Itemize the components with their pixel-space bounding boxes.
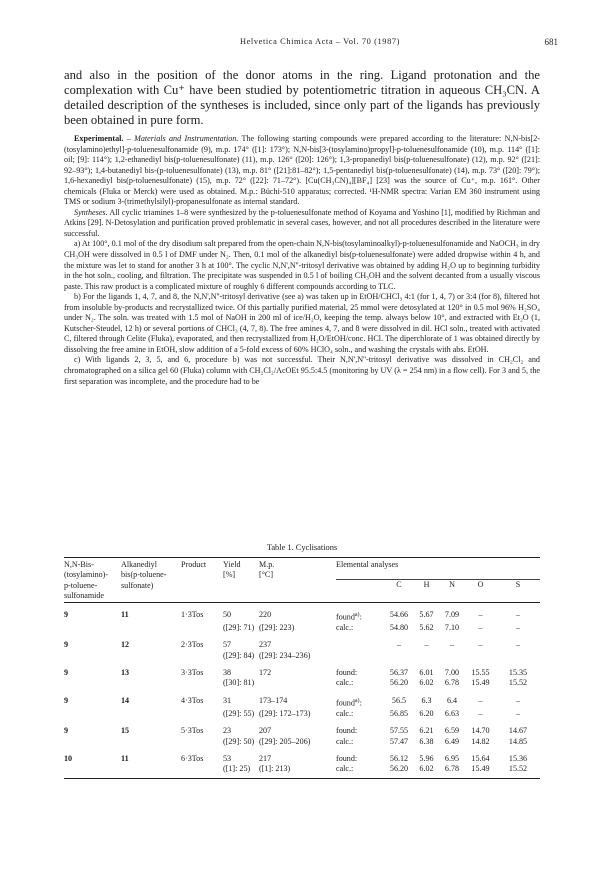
cell-mp: 207	[259, 726, 272, 736]
cell-yield: ([29]: 71)	[223, 622, 255, 632]
cell-n: 6.4	[446, 695, 458, 705]
table-row	[64, 661, 540, 678]
cell-yield: 31	[223, 695, 232, 705]
cell-product: 4·3Tos	[181, 695, 204, 705]
table-cell	[181, 737, 223, 747]
cell-yield: ([29]: 50)	[223, 736, 255, 746]
cell-h: 5.96	[419, 754, 434, 764]
cell-yield: 23	[223, 726, 232, 736]
procedure-b: b) For the ligands 1, 4, 7, and 8, the N,N',N''-tritosyl derivative (see a) was taken up in EtOH/CHCl₃ 4:1 (for 1, 4, 7) or 3:4 (for 8), filtered hot from insoluble by-products and recrystallized twice. Of this partially purified material, 25 mmol were detosylated at 120° in 0.5 mol 96% H₂SO₄ under N₂. The soln. was treated with 1.5 mol of NaOH in 200 ml of ice/H₂O, keeping the temp. always below 10°, and extracted with Et₂O (1, Kutscher-Steudel, 12 h) or several portions of CHCl₃ (4, 7, 8). The free amines 4, 7, and 8 were dissolved in dil. HCl soln., treated with activated C, filtered through Celite (Fluka), evaporated, and then recrystallized from H₂O/EtOH/conc. HCl. The diperchlorate of 1 was obtained directly by dissolving the free amine in EtOH, slow addition of a 5-fold excess of 60% HClO₄ soln., and washing the crystals with abs. EtOH.	[64, 292, 540, 354]
table-row	[64, 719, 540, 736]
cell-mp: ([29]: 223)	[259, 622, 295, 632]
procedure-a: a) At 100°, 0.1 mol of the dry disodium salt prepared from the open-chain N,N-bis(tosylaminoalkyl)-p-toluenesulfonamide and NaOCH₃ in dry CH₃OH were dissolved in 0.5 l of DMF under N₂. Then, 0.1 mol of the alkanediyl bis(p-toluenesulfonate) were added dropwise within 4 h, and the mixture was let to stand for another 3 h at 100°. The cyclic N,N',N''-tritosyl derivative was obtained by adding H₂O up to beginning turbidity in the hot soln., cooling, and filtration. The precipitate was suspended in 0.5 l of boiling CH₃OH and the solvent decanted from a usually viscous paste. This raw product is a complicated mixture of roughly 6 different compounds according to TLC.	[64, 239, 540, 291]
cell-c: 57.55	[389, 726, 409, 736]
cell-yield: 57	[223, 640, 232, 650]
cell-o: –	[478, 609, 483, 619]
cell-bis: 9	[64, 726, 69, 736]
cell-s: 15.35	[508, 667, 528, 677]
cell-n: 6.78	[444, 678, 460, 688]
cell-s: –	[515, 640, 521, 650]
header-n: N	[449, 579, 455, 589]
header-product: Product	[181, 558, 223, 603]
cell-o: 15.49	[465, 764, 496, 778]
cell-n: 6.63	[444, 708, 460, 718]
table-cell	[121, 678, 181, 688]
header-bis: N,N-Bis- (tosylamino)- p-toluene- sulfonamide	[64, 558, 121, 603]
table-cell	[121, 623, 181, 633]
cell-h: 6.3	[421, 695, 432, 705]
cell-n: 7.00	[444, 667, 460, 677]
header-h: H	[423, 579, 430, 589]
cyclisations-table	[64, 557, 540, 779]
cell-c: 56.5	[391, 695, 407, 705]
cell-n: 7.10	[444, 622, 460, 632]
cell-product: 6·3Tos	[181, 754, 204, 764]
table-row	[64, 678, 540, 688]
cell-product: 1·3Tos	[181, 609, 204, 619]
syntheses-paragraph	[64, 208, 540, 240]
cell-o: –	[478, 695, 483, 705]
cell-bis: 10	[64, 754, 73, 764]
cell-yield: ([1]: 25)	[223, 764, 259, 778]
header-o: O	[477, 579, 484, 589]
lead-paragraph: and also in the position of the donor atoms in the ring. Ligand protonation and the complexation with Cu⁺ have been studied by potentiometric titration in aqueous CH₃CN. A detailed description of the syntheses is included, since only part of the ligands has previously been obtained in pure form.	[64, 68, 540, 128]
cell-yield: ([30]: 81)	[223, 678, 255, 688]
running-header	[82, 37, 558, 51]
journal-title: Helvetica Chimica Acta – Vol. 70 (1987)	[239, 37, 401, 46]
cell-bis: 9	[64, 667, 69, 677]
table-row	[64, 709, 540, 719]
cell-mp: ([29]: 205–206)	[259, 736, 311, 746]
cell-s: –	[515, 708, 521, 718]
cell-mp: 217	[259, 754, 272, 764]
cell-mp: ([29]: 172–173)	[259, 708, 311, 718]
cell-yield: ([29]: 55)	[223, 708, 255, 718]
cell-h: 6.01	[419, 667, 434, 677]
cell-bis: 9	[64, 695, 69, 705]
cell-analysis-label: found$^{a)}$:	[336, 611, 362, 622]
cell-alkanediyl: 15	[121, 726, 130, 736]
table-cell	[64, 678, 121, 688]
footnote-marker: a)	[354, 697, 360, 704]
cell-yield: 53	[223, 754, 232, 764]
cell-s	[496, 651, 540, 661]
cell-analysis-label: calc.:	[336, 708, 354, 718]
table-cell	[64, 623, 121, 633]
footnote-marker: a)	[354, 611, 360, 618]
cell-c: –	[396, 640, 402, 650]
cell-mp: 172	[259, 667, 272, 677]
cell-mp: ([29]: 234–236)	[259, 650, 311, 660]
table-cell	[121, 709, 181, 719]
header-s: S	[515, 579, 521, 589]
cell-s: 14.67	[508, 726, 528, 736]
cell-o: –	[478, 640, 483, 650]
cell-analysis-label: calc.:	[336, 736, 354, 746]
cell-n	[439, 651, 465, 661]
table-cell	[64, 764, 121, 778]
cell-s: 14.85	[508, 736, 528, 746]
table-cell	[64, 709, 121, 719]
materials-text: The following starting compounds were prepared according to the literature: N,N-bis[2-(tosylamino)ethyl]-p-toluenesulfonamide (9), m.p. 174° ([1]: 173°); N,N-bis[3-(tosylamino)propyl]-p-toluenesulfonamide (10), m.p. 114° ([1]: oil; [9]: 114°); 1,2-ethanediyl bis(p-toluenesulfonate) (11), m.p. 126° ([20]: 126°); 1,3-propanediyl bis(p-toluenesulfonate) (12), m.p. 92° ([21]: 92–93°); 1,4-butanediyl bis-(p-toluenesulfonate) (13), m.p. 81° ([21]:81–82°); 1,5-pentanediyl bis(p-toluenesulfonate) (14), m.p. 73° ([20]: 79°); 1,6-hexanediyl bis(p-toluenesulfonate) (15), m.p. 72° ([22]: 71–72°). [Cu(CH₃CN)₄][BF₄] [23] was the source of Cu⁺, m.p. 161°. Other chemicals (Fluka or Merck) were used as obtained. M.p.: Büchi-510 apparatus; corrected. ¹H-NMR spectra: Varian EM 360 instrument using TMS or sodium 3-(trimethylsilyl)-propanesulfonate as internal standard.	[64, 134, 541, 207]
table-row	[64, 651, 540, 661]
table-cell	[181, 709, 223, 719]
table-cell	[121, 764, 181, 778]
materials-subheading: Materials and Instrumentation.	[134, 134, 239, 143]
cell-o	[465, 651, 496, 661]
cell-h	[414, 651, 439, 661]
cell-yield: 38	[223, 667, 232, 677]
cell-h: 6.02	[419, 678, 434, 688]
cell-analysis-label	[336, 633, 384, 650]
cell-h: 6.38	[419, 736, 434, 746]
cell-c: 56.12	[389, 754, 409, 764]
table-cell	[64, 737, 121, 747]
cell-o: 15.49	[471, 678, 490, 688]
table-cell	[181, 651, 223, 661]
cell-h: 6.20	[419, 708, 434, 718]
cell-c	[384, 651, 414, 661]
cell-analysis-label: calc.:	[336, 764, 384, 778]
cell-s: –	[515, 695, 521, 705]
cell-n: –	[449, 640, 455, 650]
cell-n: 6.95	[444, 754, 460, 764]
cell-c: 57.47	[389, 736, 409, 746]
cell-h: 6.02	[414, 764, 439, 778]
syntheses-text: All cyclic triamines 1–8 were synthesized by the p-toluenesulfonate method of Koyama and Yoshino [1], modified by Richman and Atkins [29]. N-Detosylation and purification proved problematic in several cases, however, and not all procedures described in the literature were successful.	[64, 207, 540, 238]
cell-yield: 50	[223, 609, 232, 619]
table-row	[64, 602, 540, 623]
cell-o: –	[478, 622, 483, 632]
cell-alkanediyl: 13	[121, 667, 130, 677]
cell-s: –	[515, 622, 521, 632]
cell-o: 14.70	[471, 726, 490, 736]
cell-c: 56.20	[384, 764, 414, 778]
procedure-c: c) With ligands 2, 3, 5, and 6, procedure b) was not successful. Their N,N',N''-tritosyl derivative was dissolved in CH₂Cl₂ and chromatographed on a silica gel 60 (Fluka) column with CH₂Cl₂/AcOEt 95.5:4.5 (monitoring by UV (λ = 254 nm) in a flow cell). For 3 and 5, the first separation was incomplete, and the procedure had to be	[64, 355, 540, 386]
cell-s: –	[515, 609, 521, 619]
cell-mp	[259, 678, 336, 688]
cell-c: 54.80	[389, 622, 409, 632]
cell-alkanediyl: 11	[121, 754, 129, 764]
header-elemental: Elemental analyses	[336, 558, 540, 580]
header-mp: M.p. [°C]	[259, 558, 336, 603]
cell-analysis-label: calc.:	[336, 678, 354, 688]
cell-s: 15.52	[496, 764, 540, 778]
cell-n: 6.59	[444, 726, 460, 736]
header-yield: Yield [%]	[223, 558, 259, 603]
cell-bis: 9	[64, 609, 69, 619]
cell-c: 56.20	[389, 678, 409, 688]
header-alkanediyl: Alkanediyl bis(p-toluene- sulfonate)	[121, 558, 181, 603]
cell-analysis-label: found:	[336, 667, 358, 677]
cell-o: –	[478, 708, 483, 718]
cell-c: 56.37	[389, 667, 409, 677]
syntheses-label: Syntheses.	[74, 207, 108, 217]
cell-product: 3·3Tos	[181, 667, 204, 677]
cell-o: 15.64	[471, 754, 490, 764]
cell-mp: ([1]: 213)	[259, 764, 336, 778]
cell-h: –	[424, 640, 429, 650]
cell-alkanediyl: 11	[121, 609, 129, 619]
cell-s: 15.36	[508, 754, 528, 764]
table-row	[64, 737, 540, 747]
cell-mp: 220	[259, 609, 272, 619]
table-cell	[121, 737, 181, 747]
table-cell	[64, 651, 121, 661]
table-cell	[181, 764, 223, 778]
materials-paragraph: Experimental. – Materials and Instrumentation. The following starting compounds were prepared according to the literature: N,N-bis[2-(tosylamino)ethyl]-p-toluenesulfonamide (9), m.p. 174° ([1]: 173°); N,N-bis[3-(tosylamino)propyl]-p-toluenesulfonamide (10), m.p. 114° ([1]: oil; [9]: 114°); 1,2-ethanediyl bis(p-toluenesulfonate) (11), m.p. 126° ([20]: 126°); 1,3-propanediyl bis(p-toluenesulfonate) (12), m.p. 92° ([21]: 92–93°); 1,4-butanediyl bis-(p-toluenesulfonate) (13), m.p. 81° ([21]:81–82°); 1,5-pentanediyl bis(p-toluenesulfonate) (14), m.p. 73° ([20]: 79°); 1,6-hexanediyl bis(p-toluenesulfonate) (15), m.p. 72° ([22]: 71–72°). [Cu(CH₃CN)₄][BF₄] [23] was the source of Cu⁺, m.p. 161°. Other chemicals (Fluka or Merck) were used as obtained. M.p.: Büchi-510 apparatus; corrected. ¹H-NMR spectra: Varian EM 360 instrument using TMS or sodium 3-(trimethylsilyl)-propanesulfonate as internal standard.	[64, 134, 541, 207]
cell-analysis-label	[336, 651, 384, 661]
cell-o: 15.55	[471, 667, 490, 677]
cell-analysis-label: found:	[336, 726, 358, 736]
cell-product: 5·3Tos	[181, 726, 204, 736]
cell-analysis-label: found$^{a)}$:	[336, 697, 362, 708]
cell-s: 15.52	[508, 678, 528, 688]
cell-h: 5.67	[419, 609, 434, 619]
table-row	[64, 689, 540, 709]
header-c: C	[396, 579, 402, 589]
cell-n: 6.78	[439, 764, 465, 778]
page-number: 681	[544, 37, 558, 47]
table-cell	[181, 623, 223, 633]
cell-o: 14.82	[471, 736, 490, 746]
cell-h: 6.21	[419, 726, 434, 736]
table-title: Table 1. Cyclisations	[266, 543, 338, 552]
cell-n: 7.09	[444, 609, 460, 619]
cell-n: 6.49	[444, 736, 460, 746]
table-cell	[181, 678, 223, 688]
cell-c: 56.85	[389, 708, 409, 718]
cell-alkanediyl: 12	[121, 640, 130, 650]
table-cell	[121, 651, 181, 661]
cell-c: 54.66	[389, 609, 409, 619]
cell-analysis-label: calc.:	[336, 622, 354, 632]
cell-mp: 237	[259, 640, 272, 650]
table-body	[64, 602, 540, 778]
table-row	[64, 633, 540, 650]
cell-yield: ([29]: 84)	[223, 650, 255, 660]
table-row	[64, 623, 540, 633]
cell-alkanediyl: 14	[121, 695, 130, 705]
cell-bis: 9	[64, 640, 69, 650]
cell-mp: 173–174	[259, 695, 288, 705]
table-row	[64, 747, 540, 764]
table-row	[64, 764, 540, 778]
cell-analysis-label: found:	[336, 754, 358, 764]
experimental-section	[64, 134, 540, 387]
experimental-heading: Experimental.	[74, 134, 124, 143]
cell-product: 2·3Tos	[181, 640, 204, 650]
cell-h: 5.62	[419, 622, 434, 632]
